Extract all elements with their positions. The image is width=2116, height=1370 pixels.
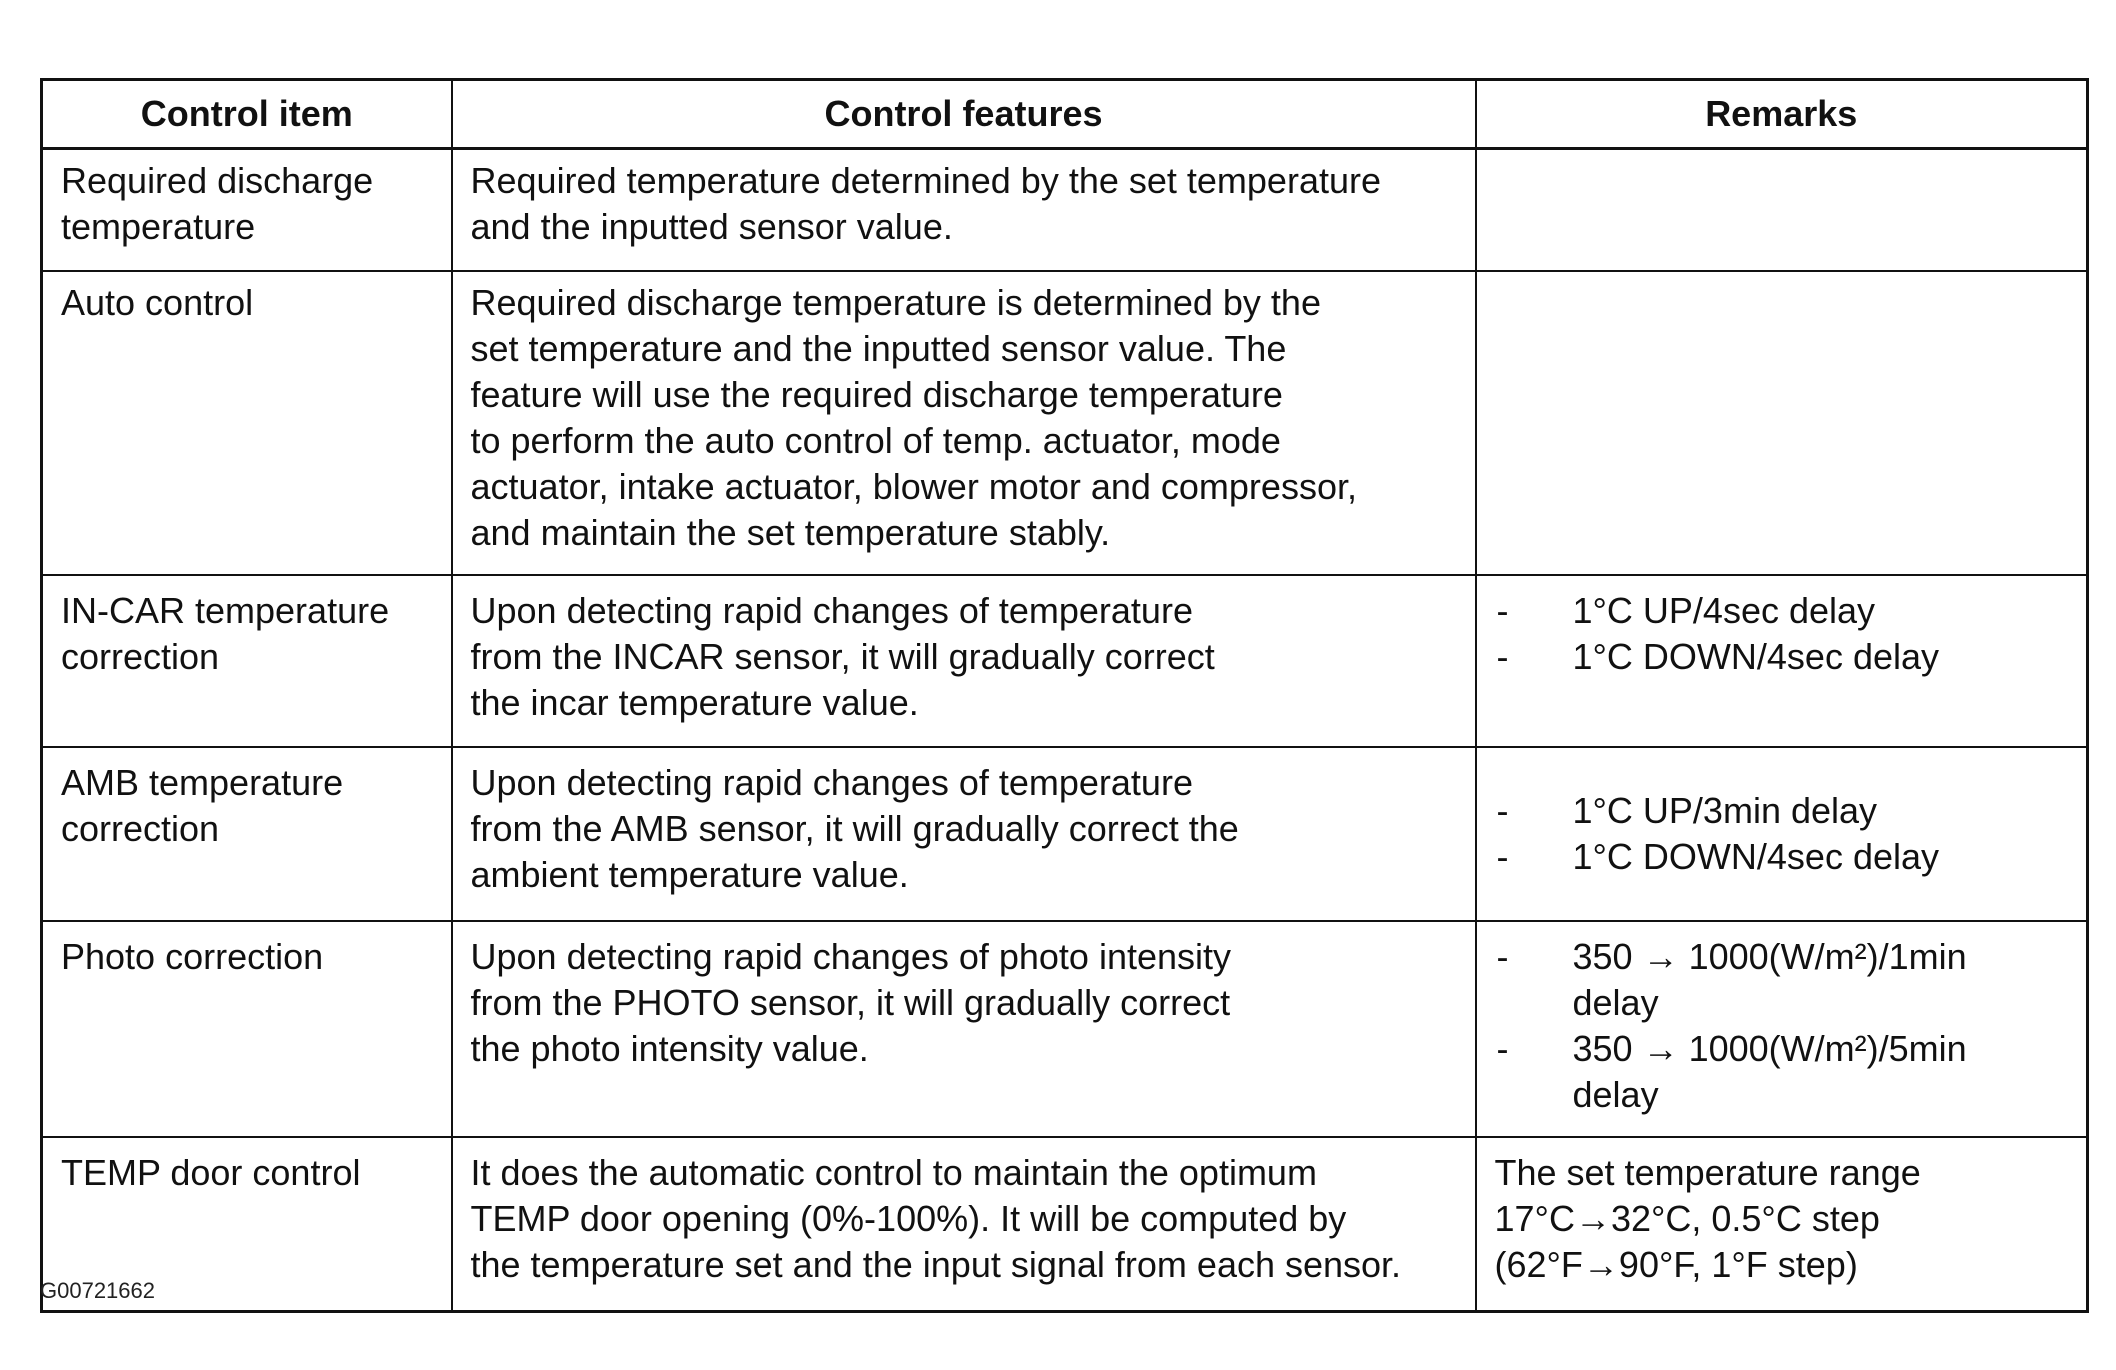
cell-text-line: 17°C→32°C, 0.5°C step <box>1494 1198 1880 1239</box>
cell-text-line: set temperature and the inputted sensor value. The <box>470 328 1287 369</box>
cell-text-line: the incar temperature value. <box>470 682 919 723</box>
cell-text-line: The set temperature range <box>1494 1152 1921 1193</box>
cell-control-features <box>452 149 1476 272</box>
remark-bullet <box>1495 588 2069 634</box>
cell-text-line: Required temperature determined by the set temperature <box>470 160 1381 201</box>
cell-text-line: Photo correction <box>61 936 324 977</box>
cell-remarks <box>1476 149 2088 272</box>
cell-text-line: TEMP door control <box>61 1152 361 1193</box>
table-row <box>42 149 2088 272</box>
table-row <box>42 921 2088 1137</box>
cell-control-item <box>42 149 452 272</box>
cell-remarks <box>1476 575 2088 747</box>
cell-text-line: 350 → 1000(W/m²)/5min <box>1572 1028 1967 1069</box>
cell-text-line: temperature <box>61 206 256 247</box>
bullet-text <box>1573 634 1940 680</box>
cell-text-line: AMB temperature <box>61 762 344 803</box>
bullet-text <box>1573 834 1940 880</box>
cell-text-line: delay <box>1572 982 1659 1023</box>
cell-text-line: 1°C UP/3min delay <box>1572 790 1878 831</box>
bullet-dash: - <box>1496 790 1509 831</box>
cell-text-line: delay <box>1572 1074 1659 1115</box>
cell-text-line: IN-CAR temperature <box>61 590 390 631</box>
cell-control-item <box>42 575 452 747</box>
cell-control-item <box>42 747 452 921</box>
cell-text-line: from the AMB sensor, it will gradually correct the <box>470 808 1239 849</box>
cell-remarks <box>1476 747 2088 921</box>
cell-text-line: and maintain the set temperature stably. <box>470 512 1111 553</box>
remark-bullet <box>1495 634 2069 680</box>
cell-text-line: from the PHOTO sensor, it will gradually correct <box>470 982 1231 1023</box>
cell-remarks <box>1476 921 2088 1137</box>
cell-control-item <box>42 271 452 575</box>
cell-text-line: actuator, intake actuator, blower motor and compressor, <box>470 466 1357 507</box>
bullet-text <box>1573 788 1878 834</box>
remark-bullet <box>1495 788 2069 834</box>
table-row <box>42 747 2088 921</box>
bullet-text <box>1573 934 1967 1026</box>
cell-control-features <box>452 1137 1476 1312</box>
bullet-dash: - <box>1496 590 1509 631</box>
cell-remarks <box>1476 1137 2088 1312</box>
cell-text-line: Upon detecting rapid changes of photo intensity <box>470 936 1232 977</box>
table-row <box>42 1137 2088 1312</box>
cell-text-line: Required discharge temperature is determined by the <box>470 282 1321 323</box>
cell-text-line: ambient temperature value. <box>470 854 909 895</box>
bullet-text <box>1573 1026 1967 1118</box>
cell-remarks <box>1476 271 2088 575</box>
control-table-container <box>40 78 2086 1313</box>
cell-control-features <box>452 747 1476 921</box>
bullet-dash: - <box>1496 636 1509 677</box>
cell-text-line: 1°C DOWN/4sec delay <box>1572 636 1940 677</box>
cell-text-line: Required discharge <box>61 160 374 201</box>
bullet-dash: - <box>1496 936 1509 977</box>
cell-text-line: and the inputted sensor value. <box>470 206 953 247</box>
cell-text-line: feature will use the required discharge temperature <box>470 374 1283 415</box>
cell-text-line: TEMP door opening (0%-100%). It will be computed by <box>470 1198 1347 1239</box>
cell-text-line: 1°C DOWN/4sec delay <box>1572 836 1940 877</box>
cell-text-line: correction <box>61 808 220 849</box>
control-table <box>40 78 2089 1313</box>
cell-text-line: 1°C UP/4sec delay <box>1572 590 1876 631</box>
bullet-dash: - <box>1496 1028 1509 1069</box>
cell-text-line: to perform the auto control of temp. actuator, mode <box>470 420 1281 461</box>
cell-text-line: Upon detecting rapid changes of temperature <box>470 762 1193 803</box>
cell-control-features <box>452 575 1476 747</box>
cell-control-item <box>42 921 452 1137</box>
cell-text-line: 350 → 1000(W/m²)/1min <box>1572 936 1967 977</box>
bullet-dash: - <box>1496 836 1509 877</box>
remark-bullet <box>1495 834 2069 880</box>
cell-text-line: correction <box>61 636 220 677</box>
header-control-item: Control item <box>42 80 452 149</box>
cell-control-features <box>452 921 1476 1137</box>
figure-id: G00721662 <box>40 1278 155 1303</box>
header-remarks: Remarks <box>1476 80 2088 149</box>
cell-text-line: (62°F→90°F, 1°F step) <box>1494 1244 1858 1285</box>
remark-bullet <box>1495 934 2069 1026</box>
cell-text-line: Upon detecting rapid changes of temperature <box>470 590 1193 631</box>
table-row <box>42 575 2088 747</box>
remark-bullet <box>1495 1026 2069 1118</box>
header-control-features: Control features <box>452 80 1476 149</box>
cell-text-line: It does the automatic control to maintain the optimum <box>470 1152 1317 1193</box>
bullet-text <box>1573 588 1876 634</box>
cell-text-line: from the INCAR sensor, it will gradually correct <box>470 636 1215 677</box>
table-row <box>42 271 2088 575</box>
cell-text-line: the temperature set and the input signal from each sensor. <box>470 1244 1402 1285</box>
cell-control-features <box>452 271 1476 575</box>
table-header-row <box>42 80 2088 149</box>
cell-text-line: the photo intensity value. <box>470 1028 869 1069</box>
cell-text-line: Auto control <box>61 282 254 323</box>
